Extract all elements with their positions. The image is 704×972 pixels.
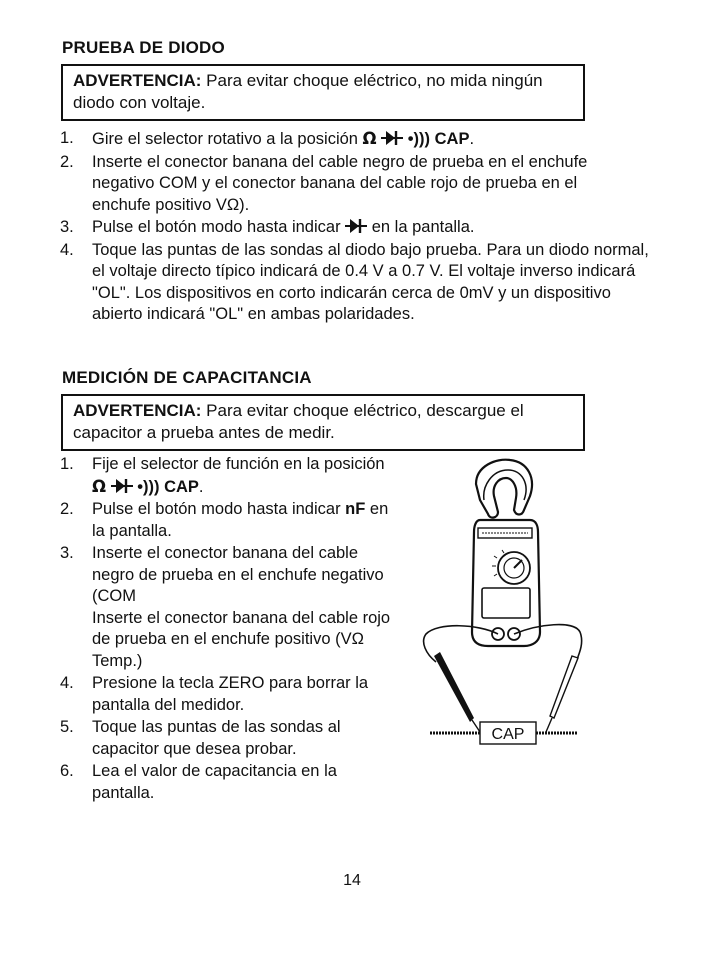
page-number: 14 [343, 872, 361, 889]
diode-icon [381, 130, 403, 146]
capacitance-steps-list [60, 454, 400, 805]
diode-warning-text: Para evitar choque eléctrico, no mida ningún diodo con voltaje. [73, 71, 543, 112]
capacitor-label: CAP [491, 726, 525, 743]
function-symbols: Ω •))) CAP [362, 129, 470, 148]
omega-icon: Ω [92, 476, 107, 496]
list-item: 4. Toque las puntas de las sondas al diodo bajo prueba. Para un diodo normal, el voltaje directo típico indicará de 0.4 V a 0.7 V. El voltaje inverso indicará "OL". Los dispositivos en corto indicarán cerca de 0mV y un dispositivo abierto indicará "OL" en ambas polaridades. [60, 240, 649, 323]
list-item: 2. Inserte el conector banana del cable negro de prueba en el enchufe negativo COM y el conector banana del cable rojo de prueba en el enchufe positivo VΩ). [60, 152, 588, 214]
capacitance-warning-label: ADVERTENCIA: [73, 401, 202, 420]
lcd-display-icon [482, 588, 530, 618]
capacitance-section-title: MEDICIÓN DE CAPACITANCIA [62, 368, 312, 387]
clamp-meter-illustration [418, 456, 588, 746]
function-symbols: Ω •))) CAP [92, 476, 199, 496]
list-item: 5. Toque las puntas de las sondas al capacitor que desea probar. [60, 718, 341, 758]
list-item: 6. Lea el valor de capacitancia en la pantalla. [60, 762, 337, 802]
diode-steps-list [60, 128, 660, 327]
black-probe-icon [434, 652, 474, 722]
list-item: 3. Pulse el botón modo hasta indicar en la pantalla. [60, 218, 475, 236]
diode-warning-box [61, 64, 585, 121]
list-item: 3. Inserte el conector banana del cable negro de prueba en el enchufe negativo (COM Inserte el conector banana del cable rojo de prueba en el enchufe positivo (VΩ Temp.) [60, 544, 391, 670]
list-item: 1. Gire el selector rotativo a la posición Ω •))) CAP. [60, 129, 475, 148]
diode-icon [345, 218, 367, 234]
meter-body-icon [472, 520, 540, 646]
diode-section-title: PRUEBA DE DIODO [62, 38, 225, 57]
capacitance-warning-text: Para evitar choque eléctrico, descargue el capacitor a prueba antes de medir. [73, 401, 524, 442]
diode-icon [111, 478, 133, 494]
omega-icon: Ω [362, 129, 377, 148]
capacitance-warning-box [61, 394, 585, 451]
diode-warning-label: ADVERTENCIA: [73, 71, 202, 90]
list-item: 2. Pulse el botón modo hasta indicar nF en la pantalla. [60, 500, 389, 540]
red-probe-icon [550, 656, 578, 718]
list-item: 1. Fije el selector de función en la posición Ω •))) CAP. [60, 455, 385, 496]
list-item: 4. Presione la tecla ZERO para borrar la pantalla del medidor. [60, 674, 369, 714]
